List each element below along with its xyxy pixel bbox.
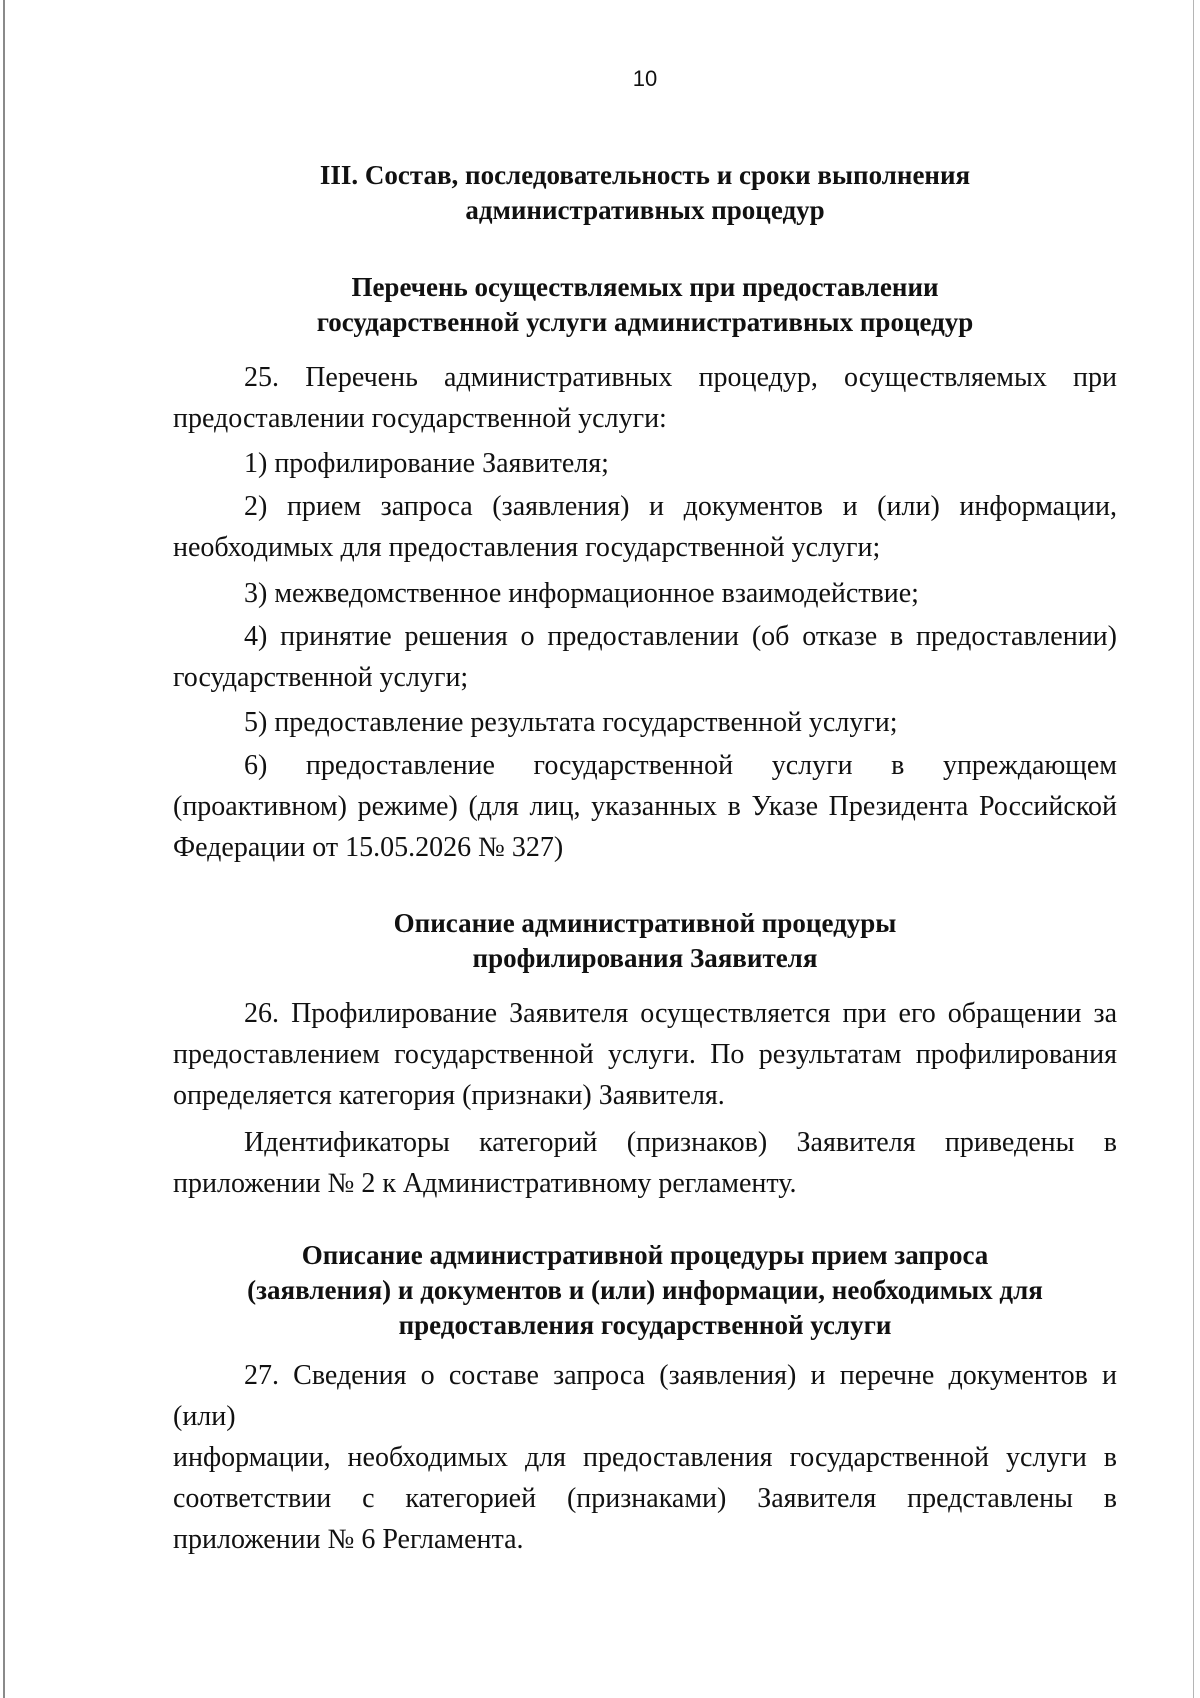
subheading-line: Перечень осуществляемых при предоставлении (351, 272, 939, 302)
paragraph-line: предоставлении государственной услуги: (173, 403, 667, 434)
scan-edge-right (1193, 0, 1194, 1698)
paragraph-line: соответствии с категорией (признаками) Заявителя представлены в (173, 1483, 1117, 1514)
paragraph-line: Идентификаторы категорий (признаков) Заявителя приведены в (244, 1127, 1117, 1158)
subheading-line: Описание административной процедуры прием запроса (301, 1240, 989, 1270)
subheading-profiling (173, 906, 1117, 976)
list-item-5: 5) предоставление результата государственной услуги; (244, 707, 898, 738)
section-heading-line: административных процедур (465, 195, 825, 225)
subheading-line: профилирования Заявителя (472, 943, 818, 973)
paragraph-line: предоставлением государственной услуги. По результатам профилирования (173, 1039, 1117, 1070)
section-heading (173, 158, 1117, 228)
subheading-request (173, 1238, 1117, 1343)
paragraph-26 (173, 993, 1117, 1116)
paragraph-27 (173, 1355, 1117, 1560)
subheading-line: (заявления) и документов и (или) информации, необходимых для (247, 1275, 1043, 1305)
paragraph-line: приложении № 6 Регламента. (173, 1524, 524, 1555)
list-item-2 (173, 486, 1117, 568)
paragraph-line: 27. Сведения о составе запроса (заявления) и перечне документов и (или) (173, 1360, 1117, 1432)
paragraph-line: (проактивном) режиме) (для лиц, указанных в Указе Президента Российской (173, 791, 1117, 822)
paragraph-26-identifiers (173, 1122, 1117, 1204)
paragraph-25 (173, 357, 1117, 439)
page-number: 10 (632, 66, 658, 91)
paragraph-line: государственной услуги; (173, 662, 469, 693)
subheading-line: Описание административной процедуры (393, 908, 897, 938)
paragraph-line: 4) принятие решения о предоставлении (об отказе в предоставлении) (244, 621, 1117, 652)
subheading-line: предоставления государственной услуги (398, 1310, 892, 1340)
paragraph-line: определяется категория (признаки) Заявителя. (173, 1080, 725, 1111)
list-item-1: 1) профилирование Заявителя; (244, 448, 609, 479)
paragraph-line: информации, необходимых для предоставления государственной услуги в (173, 1442, 1117, 1473)
document-page (173, 0, 1117, 1698)
paragraph-line: Федерации от 15.05.2026 № 327) (173, 832, 564, 863)
section-heading-line: III. Состав, последовательность и сроки выполнения (319, 160, 971, 190)
paragraph-line: 2) прием запроса (заявления) и документов и (или) информации, (244, 491, 1117, 522)
list-item-4 (173, 616, 1117, 698)
subheading-procedure-list (173, 270, 1117, 340)
scan-edge-left (3, 0, 5, 1698)
paragraph-line: 26. Профилирование Заявителя осуществляется при его обращении за (244, 998, 1117, 1029)
list-item-6 (173, 745, 1117, 868)
paragraph-line: 25. Перечень административных процедур, осуществляемых при (244, 362, 1117, 393)
paragraph-line: 6) предоставление государственной услуги в упреждающем (244, 750, 1117, 781)
paragraph-line: необходимых для предоставления государственной услуги; (173, 532, 881, 563)
subheading-line: государственной услуги административных процедур (316, 307, 974, 337)
list-item-3: 3) межведомственное информационное взаимодействие; (244, 578, 919, 609)
paragraph-line: приложении № 2 к Административному регламенту. (173, 1168, 797, 1199)
